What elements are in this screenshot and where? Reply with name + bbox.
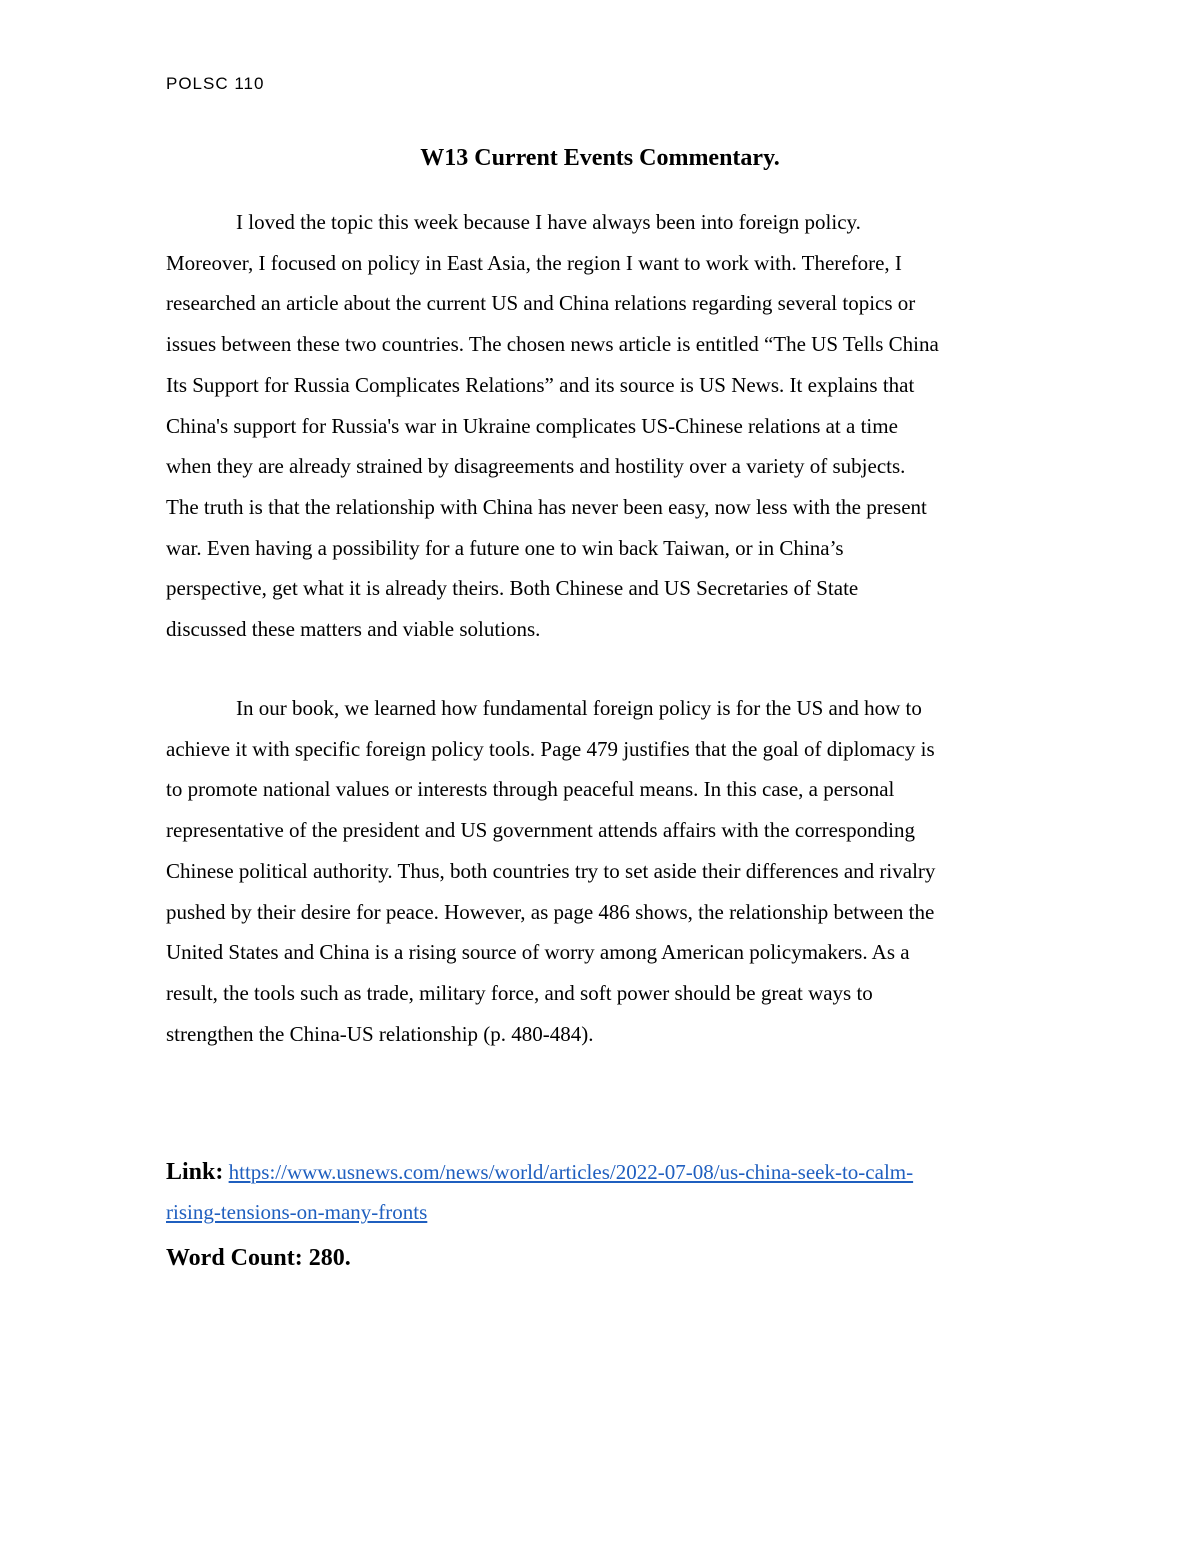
paragraph-line: discussed these matters and viable solutions. bbox=[166, 617, 541, 642]
paragraph-line: In our book, we learned how fundamental foreign policy is for the US and how to bbox=[236, 696, 922, 720]
paragraph-2 bbox=[166, 688, 1036, 1054]
word-count bbox=[166, 1238, 351, 1278]
paragraph-line: result, the tools such as trade, military force, and soft power should be great ways to bbox=[166, 980, 873, 1005]
link-label: Link: bbox=[166, 1159, 224, 1185]
paragraph-line: achieve it with specific foreign policy tools. Page 479 justifies that the goal of diplomacy is bbox=[166, 736, 935, 761]
source-link-url[interactable]: https://www.usnews.com/news/world/articles/2022-07-08/us-china-seek-to-calm- bbox=[228, 1160, 914, 1184]
paragraph-line: researched an article about the current US and China relations regarding several topics or bbox=[166, 291, 916, 316]
paragraph-line: strengthen the China-US relationship (p. 480-484). bbox=[166, 1021, 594, 1046]
paragraph-line: perspective, get what it is already theirs. Both Chinese and US Secretaries of State bbox=[166, 576, 859, 601]
word-count-label: Word Count: bbox=[166, 1245, 303, 1271]
course-header: POLSC 110 bbox=[166, 74, 265, 93]
word-count-value: 280. bbox=[308, 1245, 351, 1271]
paragraph-line: I loved the topic this week because I have always been into foreign policy. bbox=[236, 210, 861, 234]
paragraph-line: to promote national values or interests through peaceful means. In this case, a personal bbox=[166, 777, 895, 802]
source-link-url-continued[interactable]: rising-tensions-on-many-fronts bbox=[166, 1200, 428, 1224]
paragraph-line: The truth is that the relationship with China has never been easy, now less with the present bbox=[166, 494, 927, 519]
paragraph-line: war. Even having a possibility for a future one to win back Taiwan, or in China’s bbox=[166, 535, 844, 560]
source-link-block bbox=[166, 1152, 1066, 1232]
paragraph-line: pushed by their desire for peace. However, as page 486 shows, the relationship between the bbox=[166, 899, 935, 924]
paragraph-line: Moreover, I focused on policy in East Asia, the region I want to work with. Therefore, I bbox=[166, 250, 902, 275]
document-title: W13 Current Events Commentary. bbox=[420, 145, 780, 171]
paragraph-line: Its Support for Russia Complicates Relations” and its source is US News. It explains that bbox=[166, 372, 915, 397]
paragraph-line: China's support for Russia's war in Ukraine complicates US-Chinese relations at a time bbox=[166, 413, 898, 438]
paragraph-line: United States and China is a rising source of worry among American policymakers. As a bbox=[166, 940, 910, 965]
paragraph-line: issues between these two countries. The chosen news article is entitled “The US Tells China bbox=[166, 332, 939, 357]
paragraph-line: Chinese political authority. Thus, both countries try to set aside their differences and rivalry bbox=[166, 858, 936, 883]
paragraph-line: when they are already strained by disagreements and hostility over a variety of subjects. bbox=[166, 454, 906, 479]
paragraph-1 bbox=[166, 202, 1036, 650]
paragraph-line: representative of the president and US government attends affairs with the corresponding bbox=[166, 818, 915, 843]
